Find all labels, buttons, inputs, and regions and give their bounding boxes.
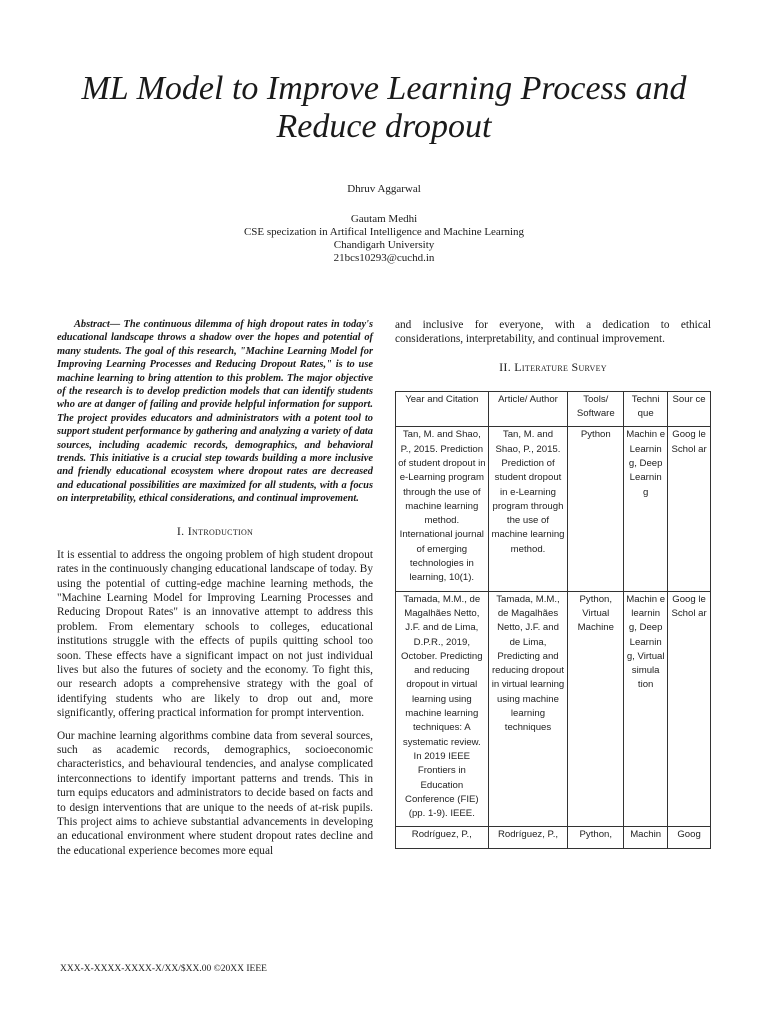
- left-column: [57, 318, 373, 866]
- table-row: [396, 591, 711, 827]
- table-cell: Python,: [568, 827, 624, 848]
- intro-paragraph: It is essential to address the ongoing problem of high student dropout rates in the continuously changing educational landscape of today. By using the potential of cutting-edge machine learning methods, the "Machine Learning Model for Improving Learning Processes and Reducing Dropout Rates" is an innovative attempt to address this problem. From elementary schools to colleges, educational institutions struggle with the effects of pupils quitting school too soon. These effects have a significant impact on not just individual lives but also the futures of society and the economy. To fight this, our research adopts a comprehensive strategy with the goal of identifying students who are likely to drop out and, more significantly, offering practical information for prompt intervention.: [57, 548, 373, 720]
- table-cell: Rodríguez, P.,: [488, 827, 568, 848]
- column-header: Year and Citation: [396, 391, 489, 427]
- copyright-footer: XXX-X-XXXX-XXXX-X/XX/$XX.00 ©20XX IEEE: [60, 964, 267, 974]
- column-header: Tools/ Software: [568, 391, 624, 427]
- column-header: Article/ Author: [488, 391, 568, 427]
- table-cell: Tamada, M.M., de Magalhães Netto, J.F. and de Lima, D.P.R., 2019, October. Predicting and reducing dropout in virtual learning using machine learning techniques: A systematic review. In 2019 IEEE Frontiers in Education Conference (FIE) (pp. 1-9). IEEE.: [396, 591, 489, 827]
- table-cell: Rodríguez, P.,: [396, 827, 489, 848]
- right-column: [395, 318, 711, 849]
- literature-survey-table: [395, 391, 711, 849]
- table-cell: Tan, M. and Shao, P., 2015. Prediction of student dropout in e-Learning program through the use of machine learning method. International journal of emerging technologies in learning, 10(1).: [396, 427, 489, 591]
- column-header: Sour ce: [668, 391, 711, 427]
- table-cell: Python: [568, 427, 624, 591]
- abstract: Abstract— The continuous dilemma of high dropout rates in today's educational landscape throws a shadow over the hopes and potential of many students. The goal of this research, "Machine Learning Model for Improving Learning Processes and Reducing Dropout Rates," is to use machine learning to bring attention to this problem. The major objective of the research is to develop prediction models that can identify students who are at danger of failing and provide helpful information for support. The project provides educators and administrators with a potent tool to support student performance by gathering and analyzing a variety of data sources, including academic records, demographics, and behavioral trends. This initiative is a crucial step towards building a more inclusive and friendly educational ecosystem where dropout rates are decreased and educational possibilities are maximized for all students, with a focus on interpretability, ethical considerations, and continual improvement.: [57, 319, 373, 505]
- table-row: [396, 827, 711, 848]
- table-header-row: [396, 391, 711, 427]
- column-header: Techni que: [624, 391, 668, 427]
- table-cell: Machin: [624, 827, 668, 848]
- table-cell: Goog: [668, 827, 711, 848]
- table-cell: Tan, M. and Shao, P., 2015. Prediction of student dropout in e-Learning program through the use of machine learning method.: [488, 427, 568, 591]
- table-row: [396, 427, 711, 591]
- table-cell: Python, Virtual Machine: [568, 591, 624, 827]
- table-cell: Goog le Schol ar: [668, 591, 711, 827]
- intro-paragraph: Our machine learning algorithms combine data from several sources, such as academic records, demographics, socioeconomic characteristics, and behavioural tendencies, and analyse complicated interconnections to identify important patterns and trends. This in turn equips educators and administrators to decide based on facts and to design interventions that are unique to the needs of at-risk pupils. This project aims to achieve substantial advancements in developing an educational environment where student dropout rates decline and the educational experience becomes more equal: [57, 729, 373, 857]
- author-block: [134, 183, 634, 265]
- author-name: Gautam Medhi: [350, 213, 418, 225]
- paper-title: ML Model to Improve Learning Process and Reduce dropout: [81, 70, 687, 145]
- author-name: Dhruv Aggarwal: [347, 183, 421, 195]
- table-cell: Machin e Learnin g, Deep Learnin g: [624, 427, 668, 591]
- section-heading-introduction: I. Introduction: [176, 523, 254, 538]
- continued-paragraph: and inclusive for everyone, with a dedication to ethical considerations, interpretability, and continual improvement.: [395, 319, 711, 346]
- table-cell: Tamada, M.M., de Magalhães Netto, J.F. and de Lima, Predicting and reducing dropout in virtual learning using machine learning techniques: [488, 591, 568, 827]
- table-cell: Goog le Schol ar: [668, 427, 711, 591]
- author-university: Chandigarh University: [333, 239, 435, 251]
- table-cell: Machin e learnin g, Deep Learnin g, Virtual simula tion: [624, 591, 668, 827]
- section-heading-literature-survey: II. Literature Survey: [499, 359, 607, 374]
- author-affiliation: CSE specization in Artifical Intelligence and Machine Learning: [243, 226, 525, 238]
- author-email: 21bcs10293@cuchd.in: [333, 252, 435, 264]
